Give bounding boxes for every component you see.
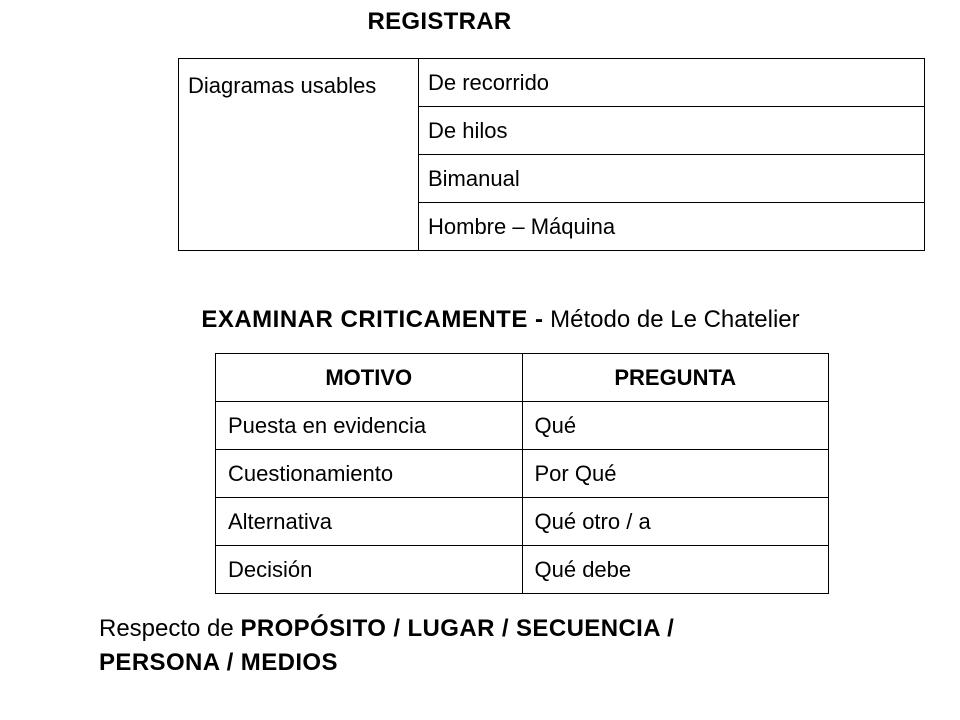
diagram-item: Bimanual <box>419 155 925 203</box>
usable-diagrams-table <box>178 58 925 251</box>
column-header-motivo: MOTIVO <box>216 354 523 402</box>
scope-note-prefix: Respecto de <box>99 615 234 642</box>
scope-note-emphasis-line1: PROPÓSITO / LUGAR / SECUENCIA / <box>240 615 675 642</box>
examinar-heading-bold: EXAMINAR CRITICAMENTE - <box>201 306 544 333</box>
motive-cell: Alternativa <box>216 498 523 546</box>
diagram-item: De hilos <box>419 107 925 155</box>
motive-cell: Cuestionamiento <box>216 450 523 498</box>
question-cell: Por Qué <box>522 450 829 498</box>
table-row <box>216 498 829 546</box>
table-row <box>216 450 829 498</box>
le-chatelier-table <box>215 353 829 594</box>
question-cell: Qué <box>522 402 829 450</box>
usable-diagrams-label: Diagramas usables <box>179 59 419 251</box>
column-header-pregunta: PREGUNTA <box>522 354 829 402</box>
motive-cell: Puesta en evidencia <box>216 402 523 450</box>
examinar-heading <box>0 306 960 334</box>
diagram-item: Hombre – Máquina <box>419 203 925 251</box>
question-cell: Qué otro / a <box>522 498 829 546</box>
table-row <box>216 402 829 450</box>
table-row <box>216 546 829 594</box>
table-row <box>179 59 925 107</box>
scope-note-emphasis-line2: PERSONA / MEDIOS <box>99 649 338 676</box>
registrar-title: REGISTRAR <box>367 8 512 35</box>
examinar-heading-method: Método de Le Chatelier <box>550 306 800 333</box>
question-cell: Qué debe <box>522 546 829 594</box>
scope-note <box>99 612 859 680</box>
motive-cell: Decisión <box>216 546 523 594</box>
table-header-row <box>216 354 829 402</box>
diagram-item: De recorrido <box>419 59 925 107</box>
